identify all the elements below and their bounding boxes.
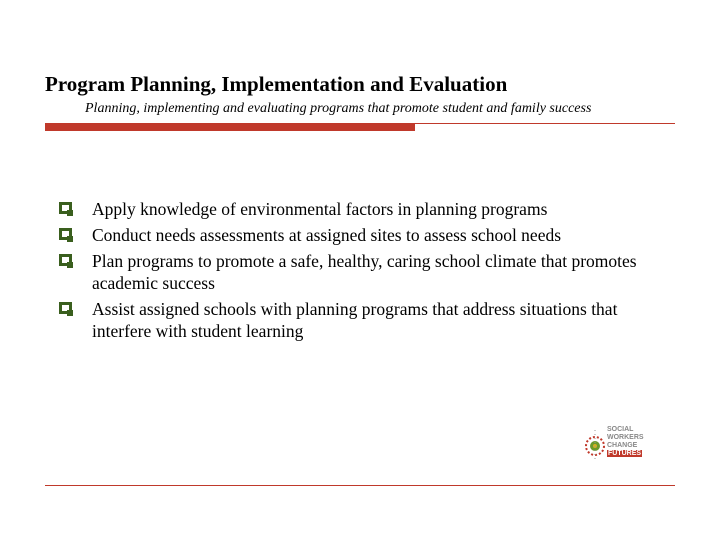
list-item	[58, 198, 678, 220]
checkbox-bullet-icon	[58, 253, 75, 269]
social-workers-logo	[583, 422, 653, 472]
checkbox-bullet-icon	[58, 201, 75, 217]
list-item	[58, 250, 678, 294]
sunburst-emblem-icon	[583, 424, 607, 470]
checkbox-bullet-icon	[58, 227, 75, 243]
title-accent-bar	[45, 124, 415, 131]
bullet-text: Conduct needs assessments at assigned sites to assess school needs	[92, 225, 562, 245]
list-item	[58, 298, 678, 342]
list-item	[58, 224, 678, 246]
bullet-text: Plan programs to promote a safe, healthy, caring school climate that promotes academic success	[92, 251, 637, 293]
footer-divider	[45, 485, 675, 486]
logo-wordmark: SOCIAL WORKERS CHANGE FUTURES	[607, 426, 644, 457]
bullet-text: Assist assigned schools with planning programs that address situations that interfere with student learning	[92, 299, 618, 341]
slide-subtitle: Planning, implementing and evaluating programs that promote student and family success	[85, 101, 592, 116]
slide-title: Program Planning, Implementation and Evaluation	[45, 72, 508, 96]
bullet-list	[58, 198, 678, 346]
checkbox-bullet-icon	[58, 301, 75, 317]
bullet-text: Apply knowledge of environmental factors in planning programs	[92, 199, 548, 219]
